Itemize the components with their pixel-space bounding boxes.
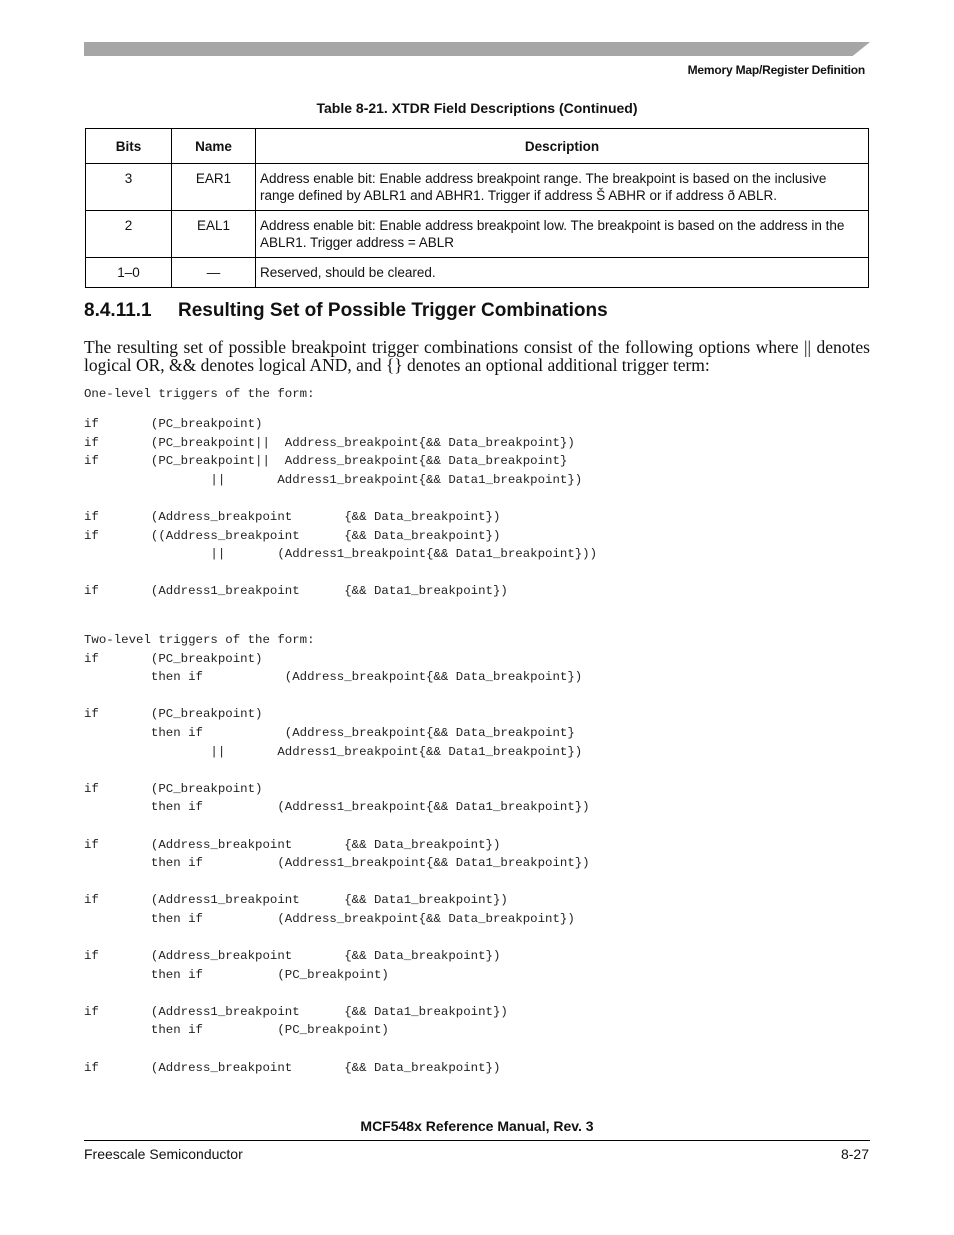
cell-name: EAL1 xyxy=(172,211,256,258)
footer-manual-title: MCF548x Reference Manual, Rev. 3 xyxy=(360,1118,594,1134)
cell-description: Reserved, should be cleared. xyxy=(256,258,869,288)
code-block-two-level: Two-level triggers of the form: if (PC_breakpoint) then if (Address_breakpoint{&& Data_breakpoint}) if (PC_breakpoint) then if (Address_breakpoint{&& Data_breakpoint} || Address1_breakpoint{&& Data1_breakpoint}) if (PC_breakpoint) then if (Address1_breakpoint{&& Data1_breakpoint}) if (Address_breakpoint {&& Data_breakpoint}) then if (Address1_breakpoint{&& Data1_breakpoint}) if (Address1_breakpoint {&& Data1_breakpoint}) then if (Address_breakpoint{&& Data_breakpoint}) if (Address_breakpoint {&& Data_breakpoint}) then if (PC_breakpoint) if (Address1_breakpoint {&& Data1_breakpoint}) then if (PC_breakpoint) if (Address_breakpoint {&& Data_breakpoint}) xyxy=(84,633,590,1075)
running-header: Memory Map/Register Definition xyxy=(687,63,865,77)
table-row xyxy=(86,164,869,211)
code-block-one-level: if (PC_breakpoint) if (PC_breakpoint|| Address_breakpoint{&& Data_breakpoint}) if (PC_breakpoint|| Address_breakpoint{&& Data_breakpoint} || Address1_breakpoint{&& Data1_breakpoint}) if (Address_breakpoint {&& Data_breakpoint}) if ((Address_breakpoint {&& Data_breakpoint}) || (Address1_breakpoint{&& Data1_breakpoint})) if (Address1_breakpoint {&& Data1_breakpoint}) xyxy=(84,417,598,599)
cell-bits: 2 xyxy=(86,211,172,258)
cell-bits: 1–0 xyxy=(86,258,172,288)
footer-company: Freescale Semiconductor xyxy=(84,1146,243,1162)
cell-name: — xyxy=(172,258,256,288)
intro-paragraph: The resulting set of possible breakpoint trigger combinations consist of the following options where || denotes logical OR, && denotes logical AND, and {} denotes an optional additional trigger term: xyxy=(84,337,870,375)
section-heading xyxy=(84,300,608,322)
cell-name: EAR1 xyxy=(172,164,256,211)
table-caption: Table 8-21. XTDR Field Descriptions (Continued) xyxy=(316,100,638,116)
table-header-row xyxy=(86,129,869,164)
section-title-text: Resulting Set of Possible Trigger Combinations xyxy=(178,300,608,321)
field-descriptions-table xyxy=(85,128,869,288)
table-row xyxy=(86,211,869,258)
header-bar xyxy=(84,42,870,56)
footer-divider xyxy=(84,1140,870,1141)
code-block-one-level-intro: One-level triggers of the form: xyxy=(84,387,315,401)
cell-description: Address enable bit: Enable address breakpoint range. The breakpoint is based on the inclusive range defined by ABLR1 and ABHR1. Trigger if address Š ABHR or if address ð ABLR. xyxy=(256,164,869,211)
section-number: 8.4.11.1 xyxy=(84,300,152,321)
cell-bits: 3 xyxy=(86,164,172,211)
column-header-name: Name xyxy=(172,129,256,164)
cell-description: Address enable bit: Enable address breakpoint low. The breakpoint is based on the address in the ABLR1. Trigger address = ABLR xyxy=(256,211,869,258)
column-header-bits: Bits xyxy=(86,129,172,164)
table-row xyxy=(86,258,869,288)
column-header-description: Description xyxy=(256,129,869,164)
footer-page-number: 8-27 xyxy=(840,1146,869,1162)
